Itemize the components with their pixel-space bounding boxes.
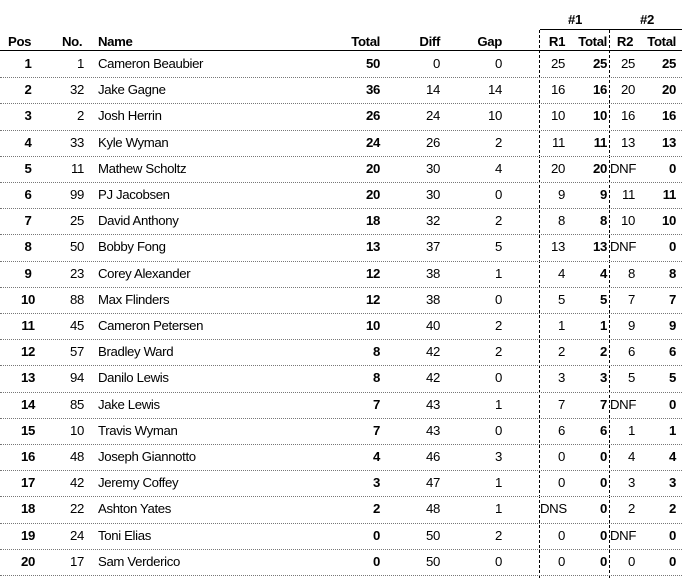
total-points-cell: 2 bbox=[373, 501, 380, 517]
race1-total-cell: 20 bbox=[593, 160, 607, 176]
gap-to-previous-cell: 2 bbox=[495, 527, 502, 543]
gap-to-previous-cell: 0 bbox=[495, 291, 502, 307]
position-cell: 7 bbox=[24, 213, 32, 229]
race2-result-cell: 5 bbox=[628, 370, 635, 386]
rider-name-cell: Cameron Petersen bbox=[98, 318, 204, 333]
diff-to-leader-cell: 50 bbox=[426, 527, 440, 543]
bike-number-cell: 85 bbox=[70, 396, 84, 412]
row-divider bbox=[0, 182, 682, 183]
race1-total-cell: 9 bbox=[600, 187, 607, 202]
race1-result-cell: 13 bbox=[551, 239, 565, 255]
race2-total-cell: 0 bbox=[669, 396, 676, 412]
race1-result-cell: 0 bbox=[558, 553, 565, 569]
row-divider bbox=[0, 156, 682, 157]
race1-result-cell: 20 bbox=[551, 160, 565, 176]
total-points-cell: 0 bbox=[373, 527, 380, 543]
race2-total-cell: 10 bbox=[662, 213, 676, 229]
total-points-cell: 3 bbox=[373, 475, 380, 491]
row-divider bbox=[0, 261, 682, 262]
diff-to-leader-cell: 47 bbox=[426, 475, 440, 491]
diff-to-leader-cell: 0 bbox=[433, 56, 440, 71]
race2-total-cell: 25 bbox=[662, 56, 676, 71]
race1-total-cell: 13 bbox=[593, 239, 607, 255]
row-divider bbox=[0, 208, 682, 209]
gap-to-previous-cell: 2 bbox=[495, 318, 502, 333]
position-cell: 5 bbox=[24, 160, 32, 176]
position-cell: 2 bbox=[24, 82, 32, 98]
diff-to-leader-cell: 30 bbox=[426, 187, 440, 202]
total-points-cell: 7 bbox=[373, 396, 380, 412]
race1-total-cell: 8 bbox=[600, 213, 607, 229]
position-cell: 20 bbox=[21, 553, 35, 569]
rider-name-cell: Josh Herrin bbox=[98, 108, 162, 124]
race1-total-cell: 2 bbox=[600, 344, 607, 360]
gap-to-previous-cell: 0 bbox=[495, 370, 502, 386]
diff-to-leader-cell: 46 bbox=[426, 449, 440, 464]
race1-result-cell: 7 bbox=[558, 396, 565, 412]
row-divider bbox=[0, 130, 682, 131]
gap-to-previous-cell: 5 bbox=[495, 239, 502, 255]
race2-total-cell: 0 bbox=[669, 160, 676, 176]
row-divider bbox=[0, 103, 682, 104]
gap-to-previous-cell: 2 bbox=[495, 134, 502, 150]
gap-to-previous-cell: 2 bbox=[495, 213, 502, 229]
rider-name-cell: Bobby Fong bbox=[98, 239, 166, 255]
gap-to-previous-cell: 0 bbox=[495, 553, 502, 569]
row-divider bbox=[0, 339, 682, 340]
race2-total-cell: 9 bbox=[669, 318, 676, 333]
diff-to-leader-cell: 50 bbox=[426, 553, 440, 569]
position-cell: 9 bbox=[24, 265, 32, 281]
race1-result-cell: 1 bbox=[558, 318, 565, 333]
position-cell: 4 bbox=[24, 134, 32, 150]
round-1-header: #1 bbox=[568, 12, 582, 27]
race2-total-cell: 0 bbox=[669, 553, 676, 569]
race1-result-cell: 11 bbox=[552, 134, 565, 150]
race1-total-cell: 10 bbox=[593, 108, 607, 124]
race2-result-cell: 16 bbox=[621, 108, 635, 124]
race2-result-cell: DNF bbox=[610, 239, 637, 255]
rider-name-cell: Jake Lewis bbox=[98, 396, 160, 412]
race1-result-cell: 10 bbox=[551, 108, 565, 124]
diff-to-leader-cell: 32 bbox=[426, 213, 440, 229]
col-no-header: No. bbox=[62, 34, 83, 49]
position-cell: 19 bbox=[21, 527, 35, 543]
gap-to-previous-cell: 1 bbox=[495, 396, 502, 412]
total-points-cell: 36 bbox=[366, 82, 380, 98]
race2-total-cell: 0 bbox=[669, 239, 676, 255]
position-cell: 8 bbox=[24, 239, 32, 255]
race1-result-cell: DNS bbox=[540, 501, 567, 517]
position-cell: 15 bbox=[21, 422, 35, 438]
col-name-header: Name bbox=[98, 34, 133, 49]
diff-to-leader-cell: 38 bbox=[426, 265, 440, 281]
row-divider bbox=[0, 575, 682, 576]
col-r1-header: R1 bbox=[548, 34, 566, 49]
gap-to-previous-cell: 0 bbox=[495, 56, 502, 71]
col-r2-total-header: Total bbox=[647, 34, 676, 49]
position-cell: 16 bbox=[21, 449, 35, 464]
diff-to-leader-cell: 30 bbox=[426, 160, 440, 176]
total-points-cell: 8 bbox=[373, 344, 380, 360]
total-points-cell: 20 bbox=[366, 187, 380, 202]
total-points-cell: 13 bbox=[366, 239, 380, 255]
rider-name-cell: Corey Alexander bbox=[98, 265, 191, 281]
col-pos-header: Pos bbox=[8, 34, 32, 49]
race2-result-cell: 8 bbox=[628, 265, 635, 281]
race1-result-cell: 3 bbox=[558, 370, 565, 386]
rider-name-cell: Travis Wyman bbox=[98, 422, 178, 438]
row-divider bbox=[0, 444, 682, 445]
rider-name-cell: Danilo Lewis bbox=[98, 370, 169, 386]
rider-name-cell: Joseph Giannotto bbox=[98, 449, 196, 464]
race2-result-cell: 1 bbox=[628, 422, 635, 438]
race2-result-cell: 7 bbox=[628, 291, 635, 307]
row-divider bbox=[0, 313, 682, 314]
rider-name-cell: PJ Jacobsen bbox=[98, 187, 170, 202]
gap-to-previous-cell: 3 bbox=[495, 449, 502, 464]
bike-number-cell: 23 bbox=[70, 265, 84, 281]
race1-total-cell: 7 bbox=[600, 396, 607, 412]
diff-to-leader-cell: 14 bbox=[426, 82, 440, 98]
bike-number-cell: 42 bbox=[70, 475, 84, 491]
race1-result-cell: 2 bbox=[558, 344, 565, 360]
race2-total-cell: 16 bbox=[662, 108, 676, 124]
col-diff-header: Diff bbox=[419, 34, 440, 49]
row-divider bbox=[0, 496, 682, 497]
race2-total-cell: 13 bbox=[662, 134, 676, 150]
gap-to-previous-cell: 1 bbox=[495, 501, 502, 517]
race1-total-cell: 0 bbox=[600, 475, 607, 491]
row-divider bbox=[0, 549, 682, 550]
race2-total-cell: 7 bbox=[669, 291, 676, 307]
bike-number-cell: 24 bbox=[70, 527, 84, 543]
race2-result-cell: 3 bbox=[628, 475, 635, 491]
bike-number-cell: 48 bbox=[70, 449, 84, 464]
position-cell: 18 bbox=[21, 501, 35, 517]
bike-number-cell: 25 bbox=[70, 213, 84, 229]
diff-to-leader-cell: 37 bbox=[426, 239, 440, 255]
race2-result-cell: 25 bbox=[621, 56, 635, 71]
row-divider bbox=[0, 234, 682, 235]
race1-total-cell: 6 bbox=[600, 422, 607, 438]
race2-total-cell: 3 bbox=[669, 475, 676, 491]
position-cell: 13 bbox=[21, 370, 35, 386]
total-points-cell: 12 bbox=[366, 265, 380, 281]
race2-total-cell: 8 bbox=[669, 265, 676, 281]
row-divider bbox=[0, 418, 682, 419]
bike-number-cell: 1 bbox=[77, 56, 84, 71]
race2-result-cell: DNF bbox=[610, 396, 637, 412]
bike-number-cell: 94 bbox=[70, 370, 84, 386]
rider-name-cell: Jeremy Coffey bbox=[98, 475, 179, 491]
race2-total-cell: 4 bbox=[669, 449, 676, 464]
race2-result-cell: 0 bbox=[628, 553, 635, 569]
total-points-cell: 10 bbox=[366, 318, 380, 333]
gap-to-previous-cell: 4 bbox=[495, 160, 502, 176]
rider-name-cell: Sam Verderico bbox=[98, 553, 180, 569]
col-r1-total-header: Total bbox=[578, 34, 607, 49]
col-r2-header: R2 bbox=[616, 34, 634, 49]
race1-total-cell: 16 bbox=[593, 82, 607, 98]
race2-total-cell: 11 bbox=[662, 187, 676, 202]
diff-to-leader-cell: 26 bbox=[426, 134, 440, 150]
bike-number-cell: 45 bbox=[70, 318, 84, 333]
race1-result-cell: 0 bbox=[558, 449, 565, 464]
race2-result-cell: 4 bbox=[628, 449, 635, 464]
position-cell: 1 bbox=[24, 56, 32, 71]
race1-result-cell: 25 bbox=[551, 56, 565, 71]
rider-name-cell: Cameron Beaubier bbox=[98, 56, 204, 71]
race2-result-cell: 6 bbox=[628, 344, 635, 360]
race1-result-cell: 9 bbox=[558, 187, 565, 202]
diff-to-leader-cell: 38 bbox=[426, 291, 440, 307]
race1-result-cell: 4 bbox=[558, 265, 565, 281]
race1-total-cell: 0 bbox=[600, 527, 607, 543]
diff-to-leader-cell: 43 bbox=[426, 422, 440, 438]
bike-number-cell: 2 bbox=[77, 108, 84, 124]
row-divider bbox=[0, 470, 682, 471]
diff-to-leader-cell: 42 bbox=[426, 344, 440, 360]
total-points-cell: 4 bbox=[373, 449, 380, 464]
gap-to-previous-cell: 14 bbox=[488, 82, 502, 98]
diff-to-leader-cell: 40 bbox=[426, 318, 440, 333]
bike-number-cell: 99 bbox=[70, 187, 84, 202]
diff-to-leader-cell: 24 bbox=[426, 108, 440, 124]
race2-total-cell: 20 bbox=[662, 82, 676, 98]
col-gap-header: Gap bbox=[477, 34, 502, 49]
race1-total-cell: 1 bbox=[600, 318, 607, 333]
rider-name-cell: Jake Gagne bbox=[98, 82, 166, 98]
race1-total-cell: 11 bbox=[593, 134, 607, 150]
race1-result-cell: 8 bbox=[558, 213, 565, 229]
bike-number-cell: 57 bbox=[70, 344, 84, 360]
race2-result-cell: 20 bbox=[621, 82, 635, 98]
position-cell: 3 bbox=[24, 108, 32, 124]
total-points-cell: 7 bbox=[373, 422, 380, 438]
row-divider bbox=[0, 287, 682, 288]
rider-name-cell: David Anthony bbox=[98, 213, 179, 229]
position-cell: 17 bbox=[21, 475, 35, 491]
race2-result-cell: DNF bbox=[610, 160, 637, 176]
race2-result-cell: 2 bbox=[628, 501, 635, 517]
rider-name-cell: Max Flinders bbox=[98, 291, 170, 307]
bike-number-cell: 50 bbox=[70, 239, 84, 255]
gap-to-previous-cell: 0 bbox=[495, 422, 502, 438]
rider-name-cell: Bradley Ward bbox=[98, 344, 174, 360]
col-total-header: Total bbox=[351, 34, 380, 49]
gap-to-previous-cell: 1 bbox=[495, 475, 502, 491]
race2-total-cell: 2 bbox=[669, 501, 676, 517]
gap-to-previous-cell: 2 bbox=[495, 344, 502, 360]
race2-result-cell: 10 bbox=[621, 213, 635, 229]
diff-to-leader-cell: 43 bbox=[426, 396, 440, 412]
header-rule bbox=[0, 50, 682, 51]
row-divider bbox=[0, 523, 682, 524]
race2-total-cell: 5 bbox=[669, 370, 676, 386]
total-points-cell: 0 bbox=[373, 553, 380, 569]
race2-result-cell: 9 bbox=[628, 318, 635, 333]
gap-to-previous-cell: 0 bbox=[495, 187, 502, 202]
race1-total-cell: 5 bbox=[600, 291, 607, 307]
race1-result-cell: 6 bbox=[558, 422, 565, 438]
total-points-cell: 18 bbox=[366, 213, 380, 229]
round-2-header: #2 bbox=[640, 12, 654, 27]
position-cell: 14 bbox=[21, 396, 35, 412]
race1-result-cell: 5 bbox=[558, 291, 565, 307]
total-points-cell: 24 bbox=[366, 134, 380, 150]
race2-total-cell: 0 bbox=[669, 527, 676, 543]
race1-total-cell: 0 bbox=[600, 501, 607, 517]
bike-number-cell: 10 bbox=[70, 422, 84, 438]
position-cell: 12 bbox=[21, 344, 35, 360]
race1-total-cell: 3 bbox=[600, 370, 607, 386]
race1-total-cell: 25 bbox=[593, 56, 607, 71]
race1-result-cell: 0 bbox=[558, 475, 565, 491]
total-points-cell: 12 bbox=[366, 291, 380, 307]
race1-total-cell: 0 bbox=[600, 449, 607, 464]
bike-number-cell: 11 bbox=[71, 160, 84, 176]
rider-name-cell: Mathew Scholtz bbox=[98, 160, 187, 176]
race1-result-cell: 16 bbox=[551, 82, 565, 98]
row-divider bbox=[0, 392, 682, 393]
race2-result-cell: 13 bbox=[621, 134, 635, 150]
race2-result-cell: 11 bbox=[622, 187, 635, 202]
diff-to-leader-cell: 42 bbox=[426, 370, 440, 386]
total-points-cell: 26 bbox=[366, 108, 380, 124]
position-cell: 6 bbox=[24, 187, 32, 202]
rider-name-cell: Ashton Yates bbox=[98, 501, 172, 517]
total-points-cell: 50 bbox=[366, 56, 380, 71]
total-points-cell: 20 bbox=[366, 160, 380, 176]
bike-number-cell: 17 bbox=[70, 553, 84, 569]
diff-to-leader-cell: 48 bbox=[426, 501, 440, 517]
bike-number-cell: 22 bbox=[70, 501, 84, 517]
rider-name-cell: Toni Elias bbox=[98, 527, 151, 543]
race2-total-cell: 1 bbox=[669, 422, 676, 438]
race1-total-cell: 0 bbox=[600, 553, 607, 569]
round-header-rule bbox=[540, 29, 682, 30]
race1-result-cell: 0 bbox=[558, 527, 565, 543]
gap-to-previous-cell: 10 bbox=[488, 108, 502, 124]
rider-name-cell: Kyle Wyman bbox=[98, 134, 169, 150]
position-cell: 10 bbox=[21, 291, 35, 307]
row-divider bbox=[0, 77, 682, 78]
row-divider bbox=[0, 365, 682, 366]
gap-to-previous-cell: 1 bbox=[495, 265, 502, 281]
bike-number-cell: 32 bbox=[70, 82, 84, 98]
race2-total-cell: 6 bbox=[669, 344, 676, 360]
race2-result-cell: DNF bbox=[610, 527, 637, 543]
total-points-cell: 8 bbox=[373, 370, 380, 386]
race1-total-cell: 4 bbox=[600, 265, 607, 281]
bike-number-cell: 33 bbox=[70, 134, 84, 150]
position-cell: 11 bbox=[21, 318, 35, 333]
bike-number-cell: 88 bbox=[70, 291, 84, 307]
